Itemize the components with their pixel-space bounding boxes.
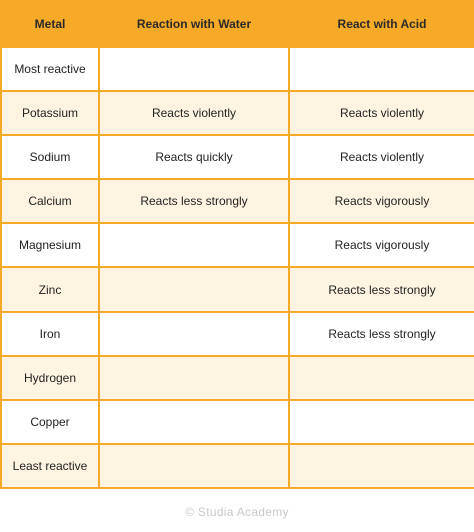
table-row	[1, 91, 474, 135]
table-header	[1, 1, 474, 47]
water-cell	[99, 223, 289, 267]
water-cell: Reacts violently	[99, 91, 289, 135]
column-header-water: Reaction with Water	[99, 1, 289, 47]
metal-cell: Magnesium	[1, 223, 99, 267]
metal-cell: Potassium	[1, 91, 99, 135]
water-cell	[99, 47, 289, 91]
water-cell	[99, 356, 289, 400]
acid-cell: Reacts vigorously	[289, 179, 474, 223]
column-header-acid: React with Acid	[289, 1, 474, 47]
acid-cell	[289, 400, 474, 444]
acid-cell: Reacts violently	[289, 91, 474, 135]
acid-cell	[289, 356, 474, 400]
acid-cell	[289, 444, 474, 488]
table-body	[1, 47, 474, 488]
table-row	[1, 179, 474, 223]
metal-cell: Zinc	[1, 267, 99, 311]
header-row	[1, 1, 474, 47]
table-row	[1, 356, 474, 400]
watermark: © Studia Academy	[185, 505, 289, 519]
acid-cell	[289, 47, 474, 91]
metal-cell: Calcium	[1, 179, 99, 223]
column-header-metal: Metal	[1, 1, 99, 47]
metal-cell: Iron	[1, 312, 99, 356]
metal-cell: Most reactive	[1, 47, 99, 91]
acid-cell: Reacts violently	[289, 135, 474, 179]
acid-cell: Reacts less strongly	[289, 312, 474, 356]
acid-cell: Reacts vigorously	[289, 223, 474, 267]
metal-cell: Hydrogen	[1, 356, 99, 400]
water-cell: Reacts quickly	[99, 135, 289, 179]
water-cell	[99, 444, 289, 488]
metal-cell: Least reactive	[1, 444, 99, 488]
table-row	[1, 444, 474, 488]
metal-cell: Sodium	[1, 135, 99, 179]
table-row	[1, 400, 474, 444]
table-row	[1, 223, 474, 267]
water-cell	[99, 400, 289, 444]
table-row	[1, 312, 474, 356]
water-cell: Reacts less strongly	[99, 179, 289, 223]
table-row	[1, 267, 474, 311]
water-cell	[99, 267, 289, 311]
acid-cell: Reacts less strongly	[289, 267, 474, 311]
water-cell	[99, 312, 289, 356]
metal-cell: Copper	[1, 400, 99, 444]
table-row	[1, 135, 474, 179]
table-row	[1, 47, 474, 91]
